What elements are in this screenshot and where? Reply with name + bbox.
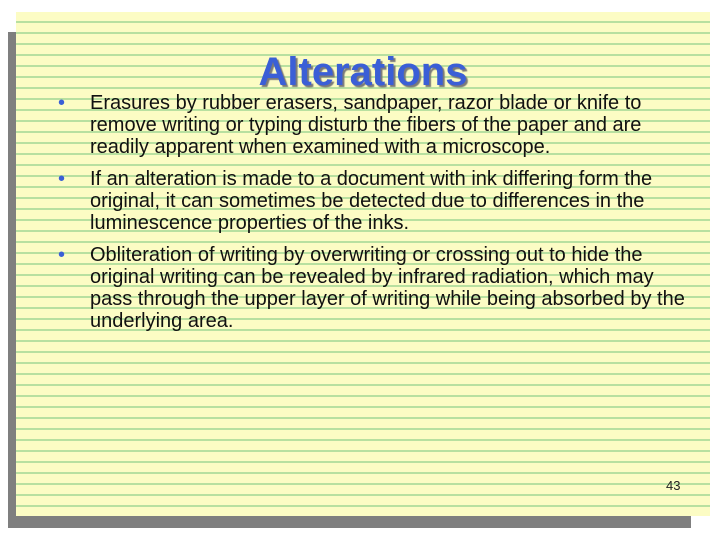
slide bbox=[16, 12, 710, 516]
bullet-list bbox=[58, 92, 688, 342]
bullet-item: • Obliteration of writing by overwriting or crossing out to hide the original writing can be revealed by infrared radiation, which may pass through the upper layer of writing while being absorbed by the underlying area. bbox=[58, 244, 688, 332]
slide-title: Alterations bbox=[258, 50, 468, 94]
page-number: 43 bbox=[666, 478, 681, 493]
bullet-item: • Erasures by rubber erasers, sandpaper, razor blade or knife to remove writing or typing disturb the fibers of the paper and are readily apparent when examined with a microscope. bbox=[58, 92, 688, 158]
bullet-item: • If an alteration is made to a document with ink differing form the original, it can sometimes be detected due to differences in the luminescence properties of the inks. bbox=[58, 168, 688, 234]
